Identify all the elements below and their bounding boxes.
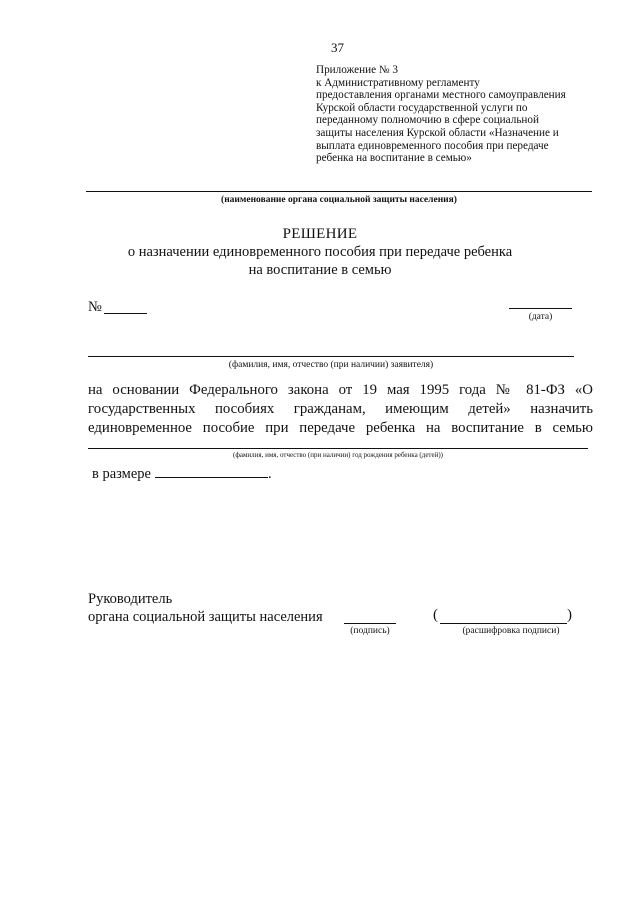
child-name-blank <box>88 448 588 449</box>
decision-number-blank <box>104 313 147 314</box>
signature-caption: (подпись) <box>350 626 390 636</box>
applicant-name-blank <box>88 356 574 357</box>
head-org: органа социальной защиты населения <box>88 609 323 625</box>
org-name-caption: (наименование органа социальной защиты населения) <box>221 195 457 205</box>
appendix-line: предоставления органами местного самоуправления <box>316 89 566 102</box>
body-line: государственных пособиях гражданам, имеющим детей» назначить <box>88 401 593 417</box>
appendix-line: защиты населения Курской области «Назначение и <box>316 126 559 139</box>
appendix-line: переданному полномочию в сфере социальной <box>316 114 539 127</box>
document-subtitle <box>0 243 640 279</box>
date-blank <box>509 308 572 309</box>
appendix-line: ребенка на воспитание в семью» <box>316 152 472 165</box>
subtitle-line: на воспитание в семью <box>248 262 392 278</box>
child-caption: (фамилия, имя, отчество (при наличии) год рождения ребенка (детей)) <box>232 451 444 459</box>
signature-blank <box>344 623 396 624</box>
appendix-line: к Административному регламенту <box>316 76 480 89</box>
org-name-line <box>86 191 592 192</box>
body-line: единовременное пособие при передаче ребенка на воспитание в семью <box>88 420 593 436</box>
document-title: РЕШЕНИЕ <box>282 226 358 242</box>
applicant-caption: (фамилия, имя, отчество (при наличии) заявителя) <box>228 360 434 370</box>
signature-decode-caption: (расшифровка подписи) <box>462 626 560 636</box>
subtitle-line: о назначении единовременного пособия при передаче ребенка <box>127 244 513 260</box>
head-title: Руководитель <box>88 591 173 607</box>
appendix-line: выплата единовременного пособия при передаче <box>316 139 549 152</box>
amount-row <box>92 465 272 483</box>
appendix-line: Курской области государственной услуги по <box>316 101 528 114</box>
appendix-header <box>316 64 606 165</box>
amount-end: . <box>267 466 272 482</box>
date-caption: (дата) <box>528 312 553 322</box>
signature-decode-blank <box>440 623 567 624</box>
page-number: 37 <box>331 40 344 55</box>
decision-body-text <box>88 381 593 438</box>
amount-blank <box>155 465 268 478</box>
amount-label: в размере <box>92 466 151 482</box>
body-line: на основании Федерального закона от 19 мая 1995 года № 81-ФЗ «О <box>88 382 593 398</box>
decode-paren-open: ( <box>433 607 438 623</box>
appendix-line: Приложение № 3 <box>316 64 398 76</box>
decode-paren-close: ) <box>567 607 572 623</box>
decision-number-label: № <box>88 299 102 315</box>
